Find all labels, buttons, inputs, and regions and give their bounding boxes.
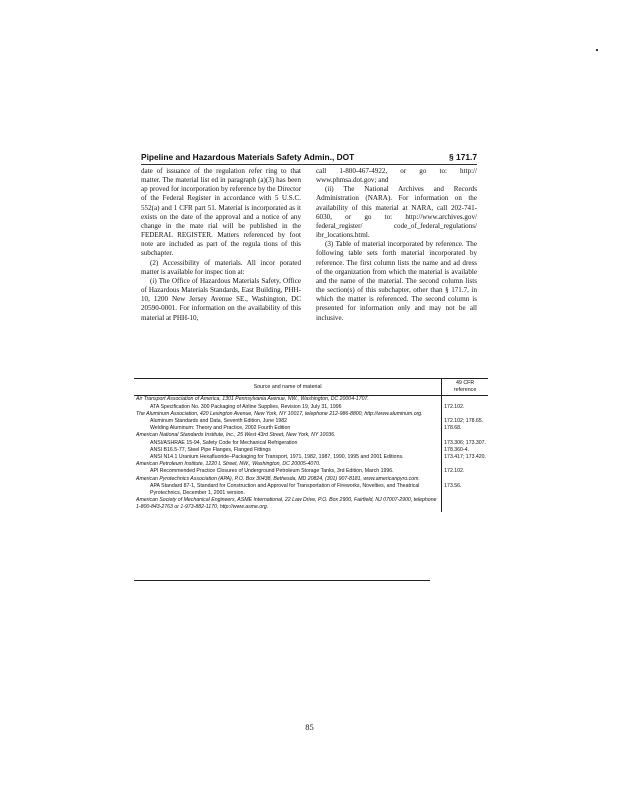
table-row — [134, 425, 488, 432]
cfr-reference: 178.360-4. — [444, 446, 469, 453]
cfr-reference: 173.306; 173.307. — [444, 439, 486, 446]
cfr-reference: 173.417; 173.420. — [444, 454, 486, 461]
header-title: Pipeline and Hazardous Materials Safety Admin., DOT — [141, 152, 355, 162]
right-column — [316, 167, 477, 323]
material-name: Aluminum Standards and Data, Seventh Edition, June 1982 — [134, 418, 442, 425]
cfr-reference — [442, 461, 488, 468]
source-organization: American Petroleum Institute, 1220 L Street, NW., Washington, DC 20005-4070. — [134, 461, 442, 468]
table-row — [134, 483, 488, 497]
table-row — [134, 404, 488, 411]
cfr-reference: 172.102. — [444, 403, 465, 410]
table-bottom-rule — [134, 580, 430, 581]
cfr-reference: 178.68. — [444, 425, 462, 432]
table-row — [134, 432, 488, 439]
table-row — [134, 418, 488, 425]
table-row — [134, 476, 488, 483]
scan-speck — [596, 49, 598, 51]
cfr-reference — [442, 476, 488, 483]
cfr-reference — [442, 411, 488, 418]
table-row — [134, 447, 488, 454]
cfr-reference — [442, 432, 488, 439]
paragraph: (2) Accessibility of materials. All incor porated matter is available for inspec tion at: — [141, 258, 301, 276]
cfr-reference: 172.102. — [444, 468, 465, 475]
table-row — [134, 440, 488, 447]
header-section: § 171.7 — [449, 152, 477, 162]
source-organization: American Pyrotechnics Association (APA), P.O. Box 30438, Bethesda, MD 20824, (301) 907-8181, www.americanpyro.com. — [134, 476, 442, 483]
source-organization: American Society of Mechanical Engineers, ASME International, 22 Law Drive, P.O. Box 2900, Fairfield, NJ 07007-2900, telephone 1-800-843-2763 or 1-973-882-1170, http://www.asme.org. — [134, 497, 442, 511]
table-body — [134, 396, 488, 512]
column-header-cfr: 49 CFR reference — [442, 379, 488, 396]
material-name: ANSI B16.5-77, Steel Pipe Flanges, Flanged Fittings — [134, 447, 442, 454]
paragraph: call 1-800-467-4922, or go to: http:// www.phmsa.dot.gov; and — [316, 167, 477, 185]
paragraph: (i) The Office of Hazardous Materials Safety, Office of Hazardous Materials Standards, East Building, PHH-10, 1200 New Jersey Avenue SE., Washington, DC 20590-0001. For information on the availability of this material at PHH-10, — [141, 276, 301, 322]
table-header-row — [134, 379, 488, 396]
cfr-reference: 172.102; 178.65. — [444, 418, 484, 425]
source-organization: The Aluminum Association, 420 Lexington Avenue, New York, NY 10017, telephone 212-986-8800, http://www.aluminum.org. — [134, 411, 442, 418]
source-organization: Air Transport Association of America, 1301 Pennsylvania Avenue, NW., Washington, DC 20004-1707. — [134, 396, 442, 404]
column-header-source: Source and name of material — [134, 379, 442, 396]
material-name: API Recommended Practice Closures of Underground Petroleum Storage Tanks, 3rd Edition, March 1996. — [134, 468, 442, 475]
table-row — [134, 396, 488, 404]
material-name: ANSI/ASHRAE 15-94, Safety Code for Mechanical Refrigeration — [134, 440, 442, 447]
source-organization: American National Standards Institute, Inc., 25 West 43rd Street, New York, NY 10036. — [134, 432, 442, 439]
table-row — [134, 454, 488, 461]
paragraph: (3) Table of material incorporated by reference. The following table sets forth material incorporated by reference. The first column lists the name and ad dress of the organization from which the material is available and the name of the material. The second column lists the section(s) of this subchapter, other than § 171.7, in which the matter is referenced. The second column is presented for information only and may not be all inclusive. — [316, 240, 477, 322]
reference-table — [134, 378, 488, 512]
table-row — [134, 497, 488, 511]
paragraph: date of issuance of the regulation refer ring to that matter. The material list ed in paragraph (a)(3) has been ap proved for incorporation by reference by the Director of the Federal Register in accordance with 5 U.S.C. 552(a) and 1 CFR part 51. Material is incorporated as it exists on the date of the approval and a notice of any change in the mate rial will be published in the FEDERAL REGISTER. Matters referenced by foot note are included as part of the regula tions of this subchapter. — [141, 167, 301, 258]
table-row — [134, 468, 488, 475]
cfr-reference — [442, 497, 488, 511]
paragraph: (ii) The National Archives and Records Administration (NARA). For information on the availability of this material at NARA, call 202-741-6030, or go to: http://www.archives.gov/ federal_register/ code_of_federal_regulations/ ibr_locations.html. — [316, 185, 477, 240]
header-rule — [141, 164, 477, 165]
material-name: APA Standard 87-1, Standard for Construction and Approval for Transportation of Fireworks, Novelties, and Theatrical Pyrotechnics, December 1, 2001 version. — [134, 483, 442, 497]
material-name: Welding Aluminum: Theory and Practice, 2002 Fourth Edition — [134, 425, 442, 432]
table-row — [134, 411, 488, 418]
running-header — [141, 152, 477, 162]
page-number: 85 — [305, 722, 314, 732]
left-column — [141, 167, 301, 323]
incorporation-table — [134, 378, 488, 512]
cfr-reference: 173.56. — [444, 482, 462, 489]
material-name: ANSI N14.1 Uranium Hexafluoride–Packaging for Transport, 1971, 1982, 1987, 1990, 1995 and 2001 Editions. — [134, 454, 442, 461]
cfr-reference — [442, 396, 488, 404]
table-row — [134, 461, 488, 468]
material-name: ATA Specification No. 300 Packaging of Airline Supplies, Revision 19, July 31, 1996 — [134, 404, 442, 411]
